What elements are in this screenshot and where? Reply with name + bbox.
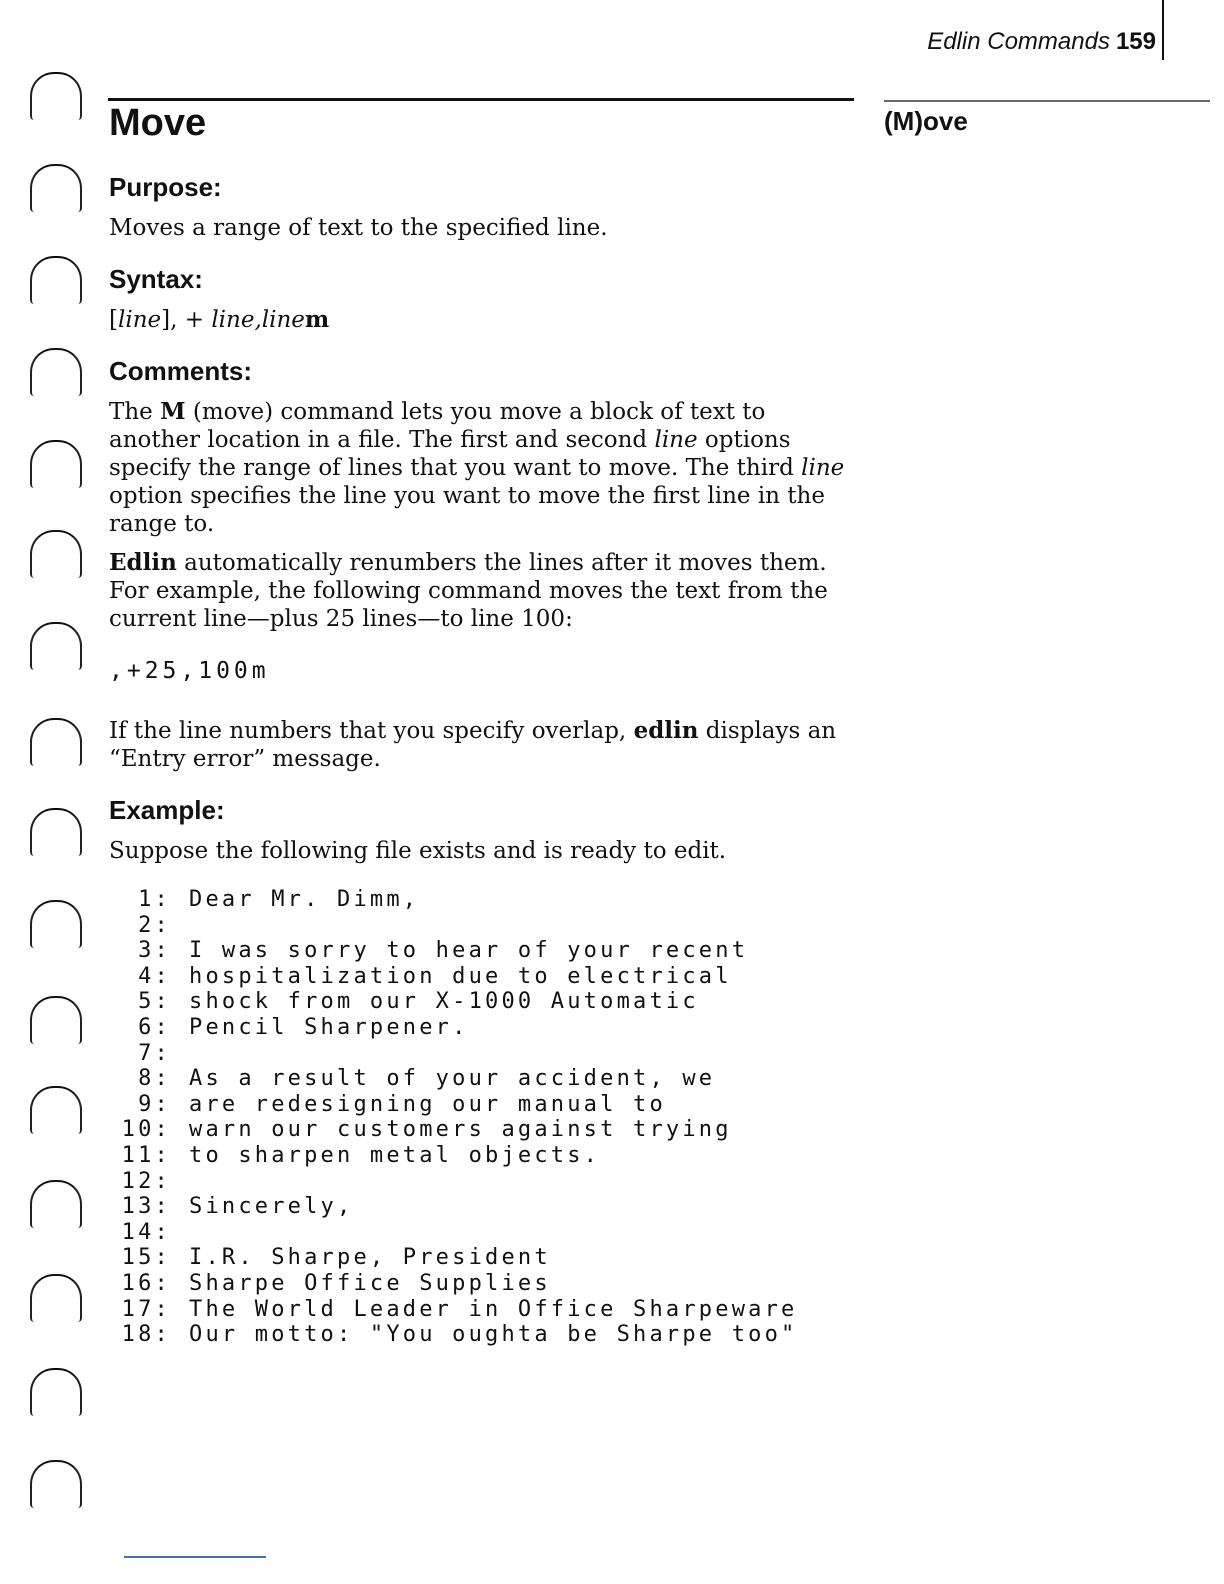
text-run: (move) command lets you move a block of text to another location in a file. The first and second: [109, 399, 766, 453]
line-number: 14:: [121, 1219, 171, 1245]
param-name: line: [801, 455, 845, 481]
comments-heading: Comments:: [109, 356, 253, 386]
text-run: displays an “Entry error” message.: [109, 718, 837, 772]
line-number: 16:: [121, 1270, 171, 1296]
binder-hole: [30, 808, 82, 856]
listing-row: [109, 1322, 854, 1348]
syntax-line: [109, 306, 854, 334]
line-number: 13:: [121, 1194, 171, 1220]
listing-row: [109, 1297, 854, 1323]
syntax-heading: Syntax:: [109, 264, 203, 294]
bottom-rule: [124, 1556, 266, 1558]
page-title: Move: [109, 102, 207, 144]
listing-row: [109, 938, 854, 964]
binder-hole: [30, 72, 82, 120]
line-number: 10:: [121, 1117, 171, 1143]
line-number: 2:: [138, 912, 171, 938]
example-heading: Example:: [109, 795, 225, 825]
binder-hole: [30, 1460, 82, 1508]
file-listing: [109, 887, 854, 1348]
binder-hole: [30, 1274, 82, 1322]
main-content: [109, 100, 854, 1348]
line-text: Pencil Sharpener.: [189, 1014, 469, 1040]
syntax-close-bracket: ], +: [161, 307, 212, 333]
listing-row: [109, 887, 854, 913]
syntax-line-param: line: [117, 307, 162, 333]
running-header-title: Edlin Commands: [927, 28, 1110, 55]
syntax-open-bracket: [: [109, 307, 118, 333]
listing-row: [109, 1245, 854, 1271]
line-number: 8:: [138, 1066, 171, 1092]
listing-row: [109, 1143, 854, 1169]
syntax-line-params: line,line: [211, 307, 305, 333]
line-text: Sharpe Office Supplies: [189, 1270, 551, 1296]
listing-row: [109, 913, 854, 939]
page-number: 159: [1115, 28, 1156, 55]
text-run: option specifies the line you want to move the first line in the range to.: [109, 483, 825, 537]
line-number: 5:: [138, 989, 171, 1015]
listing-row: [109, 989, 854, 1015]
binder-hole: [30, 530, 82, 578]
line-text: to sharpen metal objects.: [189, 1142, 601, 1168]
line-text: I was sorry to hear of your recent: [189, 938, 749, 964]
binder-hole: [30, 622, 82, 670]
text-run: options specify the range of lines that you want to move. The third: [109, 427, 802, 481]
line-number: 11:: [121, 1142, 171, 1168]
listing-row: [109, 1271, 854, 1297]
binder-hole: [30, 1086, 82, 1134]
binder-hole: [30, 996, 82, 1044]
comments-paragraph-2: [109, 549, 854, 633]
command-name: M: [160, 398, 186, 425]
line-text: Sincerely,: [189, 1194, 354, 1220]
page-edge-rule: [1162, 0, 1164, 60]
listing-row: [109, 1015, 854, 1041]
line-text: The World Leader in Office Sharpeware: [189, 1296, 798, 1322]
line-number: 15:: [121, 1245, 171, 1271]
line-text: shock from our X-1000 Automatic: [189, 989, 699, 1015]
purpose-heading: Purpose:: [109, 172, 222, 202]
listing-row: [109, 1220, 854, 1246]
binder-hole: [30, 1180, 82, 1228]
side-rule: [884, 100, 1210, 102]
listing-row: [109, 1041, 854, 1067]
program-name: edlin: [633, 717, 699, 744]
line-text: hospitalization due to electrical: [189, 963, 732, 989]
running-header: [927, 28, 1156, 56]
binder-hole: [30, 1368, 82, 1416]
line-number: 1:: [138, 887, 171, 912]
comments-paragraph-3: [109, 717, 854, 773]
line-text: [171, 1220, 189, 1246]
listing-row: [109, 1066, 854, 1092]
param-name: line: [654, 427, 698, 453]
line-text: [171, 1169, 189, 1195]
command-example: ,+25,100m: [109, 658, 270, 684]
side-label: (M)ove: [884, 106, 968, 136]
line-number: 18:: [121, 1322, 171, 1348]
example-intro: Suppose the following file exists and is ready to edit.: [109, 838, 727, 864]
binder-hole: [30, 440, 82, 488]
line-number: 4:: [138, 963, 171, 989]
line-text: Dear Mr. Dimm,: [189, 887, 420, 912]
binder-hole: [30, 718, 82, 766]
text-run: If the line numbers that you specify overlap,: [109, 718, 634, 744]
listing-row: [109, 1194, 854, 1220]
purpose-text: Moves a range of text to the specified line.: [109, 215, 608, 241]
line-number: 9:: [138, 1091, 171, 1117]
line-text: are redesigning our manual to: [189, 1091, 666, 1117]
line-text: Our motto: "You oughta be Sharpe too": [189, 1322, 798, 1348]
binder-hole: [30, 900, 82, 948]
line-number: 6:: [138, 1014, 171, 1040]
line-text: [171, 913, 189, 939]
line-number: 17:: [121, 1296, 171, 1322]
line-number: 3:: [138, 938, 171, 964]
listing-row: [109, 964, 854, 990]
comments-paragraph-1: [109, 398, 854, 538]
text-run: The: [109, 399, 161, 425]
binder-hole: [30, 256, 82, 304]
line-number: 7:: [138, 1040, 171, 1066]
line-text: As a result of your accident, we: [189, 1066, 716, 1092]
line-text: warn our customers against trying: [189, 1117, 732, 1143]
listing-row: [109, 1169, 854, 1195]
binder-hole: [30, 348, 82, 396]
listing-row: [109, 1092, 854, 1118]
program-name: Edlin: [109, 549, 177, 576]
listing-row: [109, 1117, 854, 1143]
line-text: I.R. Sharpe, President: [189, 1245, 551, 1271]
binder-hole: [30, 164, 82, 212]
syntax-command-letter: m: [304, 306, 330, 333]
text-run: automatically renumbers the lines after it moves them. For example, the following command moves the text from the current line—plus 25 lines—to line 100:: [109, 550, 828, 632]
line-text: [171, 1041, 189, 1067]
line-number: 12:: [121, 1168, 171, 1194]
